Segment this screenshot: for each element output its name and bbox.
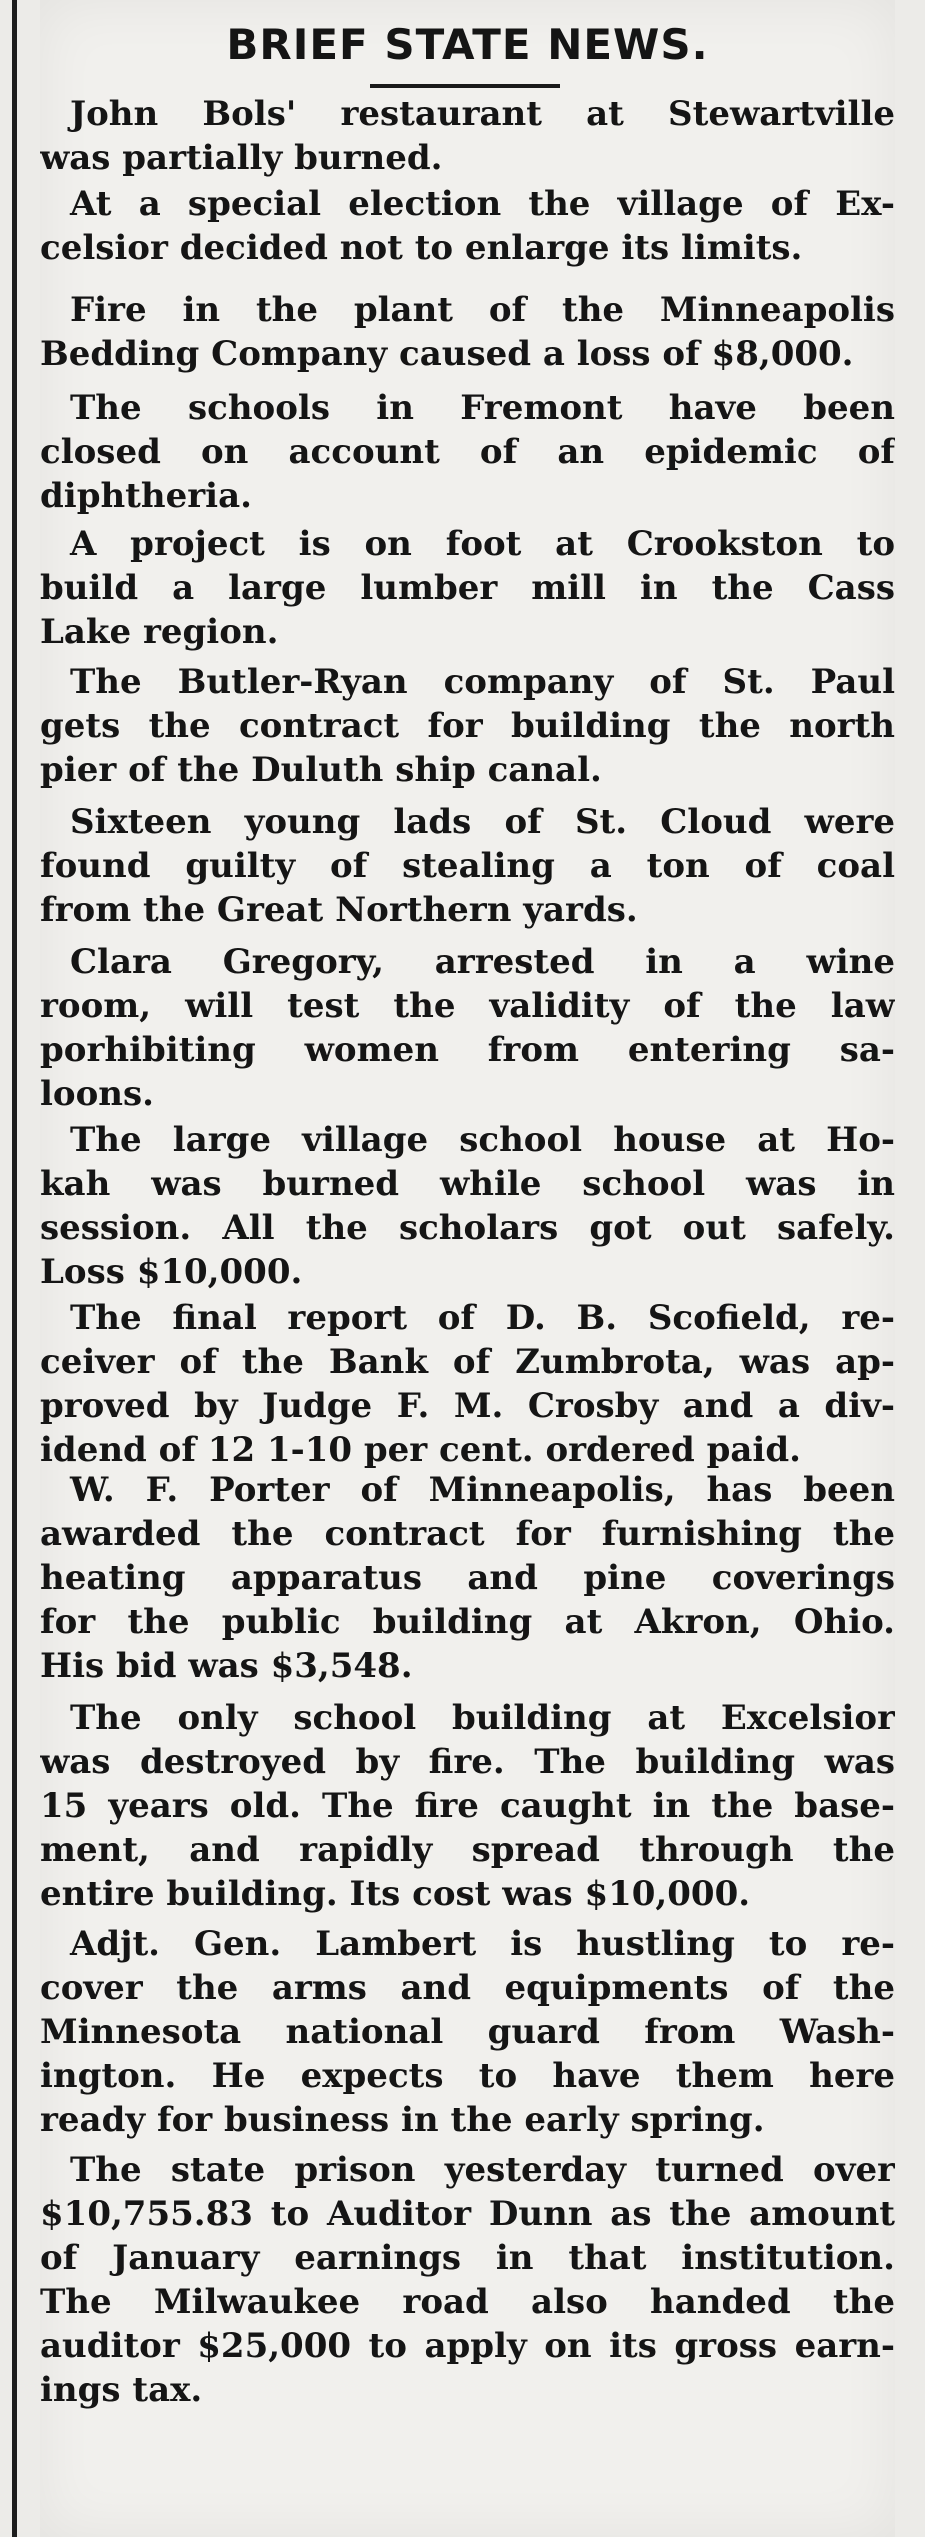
news-item-line: loons.: [40, 1074, 154, 1114]
news-item-line: from the Great Northern yards.: [40, 890, 638, 930]
news-item-line: ready for business in the early spring.: [40, 2100, 765, 2140]
news-item-line: entire building. Its cost was $10,000.: [40, 1874, 751, 1914]
news-item-line: John Bols' restaurant at Stewartville: [70, 94, 895, 134]
news-item-line: Fire in the plant of the Minneapolis: [70, 290, 895, 330]
news-item: [40, 522, 895, 654]
news-item: [40, 92, 895, 180]
news-item-line: ings tax.: [40, 2370, 203, 2410]
news-item: [40, 800, 895, 932]
news-item-line: Bedding Company caused a loss of $8,000.: [40, 334, 854, 374]
news-item-line: The large village school house at Ho-: [70, 1120, 895, 1160]
news-item-line: His bid was $3,548.: [40, 1646, 413, 1686]
news-item-line: Clara Gregory, arrested in a wine: [70, 942, 895, 982]
news-item: [40, 1468, 895, 1688]
news-item-line: ment, and rapidly spread through the: [40, 1830, 895, 1870]
news-item-line: pier of the Duluth ship canal.: [40, 750, 602, 790]
news-item-line: diphtheria.: [40, 476, 252, 516]
news-item-line: gets the contract for building the north: [40, 706, 895, 746]
news-item-line: for the public building at Akron, Ohio.: [40, 1602, 895, 1642]
news-item-line: kah was burned while school was in: [40, 1164, 895, 1204]
news-item: [40, 182, 895, 270]
news-item-line: W. F. Porter of Minneapolis, has been: [70, 1470, 895, 1510]
news-item: [40, 1696, 895, 1916]
news-item-line: $10,755.83 to Auditor Dunn as the amount: [40, 2194, 895, 2234]
news-item-line: porhibiting women from entering sa-: [40, 1030, 895, 1070]
news-item-line: The Milwaukee road also handed the: [40, 2282, 895, 2322]
news-item: [40, 2148, 895, 2412]
news-item-line: The Butler-Ryan company of St. Paul: [70, 662, 895, 702]
news-item-line: At a special election the village of Ex-: [70, 184, 895, 224]
headline: BRIEF STATE NEWS.: [226, 20, 709, 69]
news-item-line: session. All the scholars got out safely.: [40, 1208, 895, 1248]
news-item-line: A project is on foot at Crookston to: [70, 524, 895, 564]
news-item-line: found guilty of stealing a ton of coal: [40, 846, 895, 886]
news-item-line: The only school building at Excelsior: [70, 1698, 895, 1738]
news-item-line: ington. He expects to have them here: [40, 2056, 895, 2096]
news-item-line: build a large lumber mill in the Cass: [40, 568, 895, 608]
news-item-line: was destroyed by fire. The building was: [40, 1742, 895, 1782]
news-item-line: Loss $10,000.: [40, 1252, 303, 1292]
news-item-line: closed on account of an epidemic of: [40, 432, 895, 472]
news-item-line: proved by Judge F. M. Crosby and a div-: [40, 1386, 895, 1426]
news-item-line: The final report of D. B. Scofield, re-: [70, 1298, 895, 1338]
column-rule: [12, 0, 17, 2537]
news-item-line: was partially burned.: [40, 138, 443, 178]
news-item-line: room, will test the validity of the law: [40, 986, 895, 1026]
news-item: [40, 1922, 895, 2142]
news-item-line: of January earnings in that institution.: [40, 2238, 895, 2278]
news-item-line: cover the arms and equipments of the: [40, 1968, 895, 2008]
news-item: [40, 386, 895, 518]
news-item-line: Minnesota national guard from Wash-: [40, 2012, 895, 2052]
news-item-line: Lake region.: [40, 612, 279, 652]
news-item: [40, 660, 895, 792]
headline-underline: [370, 84, 560, 88]
news-item: [40, 940, 895, 1116]
news-item-line: The schools in Fremont have been: [70, 388, 895, 428]
news-item-line: Adjt. Gen. Lambert is hustling to re-: [70, 1924, 895, 1964]
news-item-line: awarded the contract for furnishing the: [40, 1514, 895, 1554]
newspaper-column: [40, 0, 895, 2537]
news-item: [40, 288, 895, 376]
news-item-line: idend of 12 1-10 per cent. ordered paid.: [40, 1430, 801, 1470]
news-item-line: 15 years old. The fire caught in the base-: [40, 1786, 895, 1826]
news-item-line: auditor $25,000 to apply on its gross earn-: [40, 2326, 895, 2366]
news-item-line: heating apparatus and pine coverings: [40, 1558, 895, 1598]
news-item-line: Sixteen young lads of St. Cloud were: [70, 802, 895, 842]
news-item-line: celsior decided not to enlarge its limits.: [40, 228, 803, 268]
news-item-line: The state prison yesterday turned over: [70, 2150, 895, 2190]
news-item-line: ceiver of the Bank of Zumbrota, was ap-: [40, 1342, 895, 1382]
news-item: [40, 1118, 895, 1294]
news-item: [40, 1296, 895, 1472]
